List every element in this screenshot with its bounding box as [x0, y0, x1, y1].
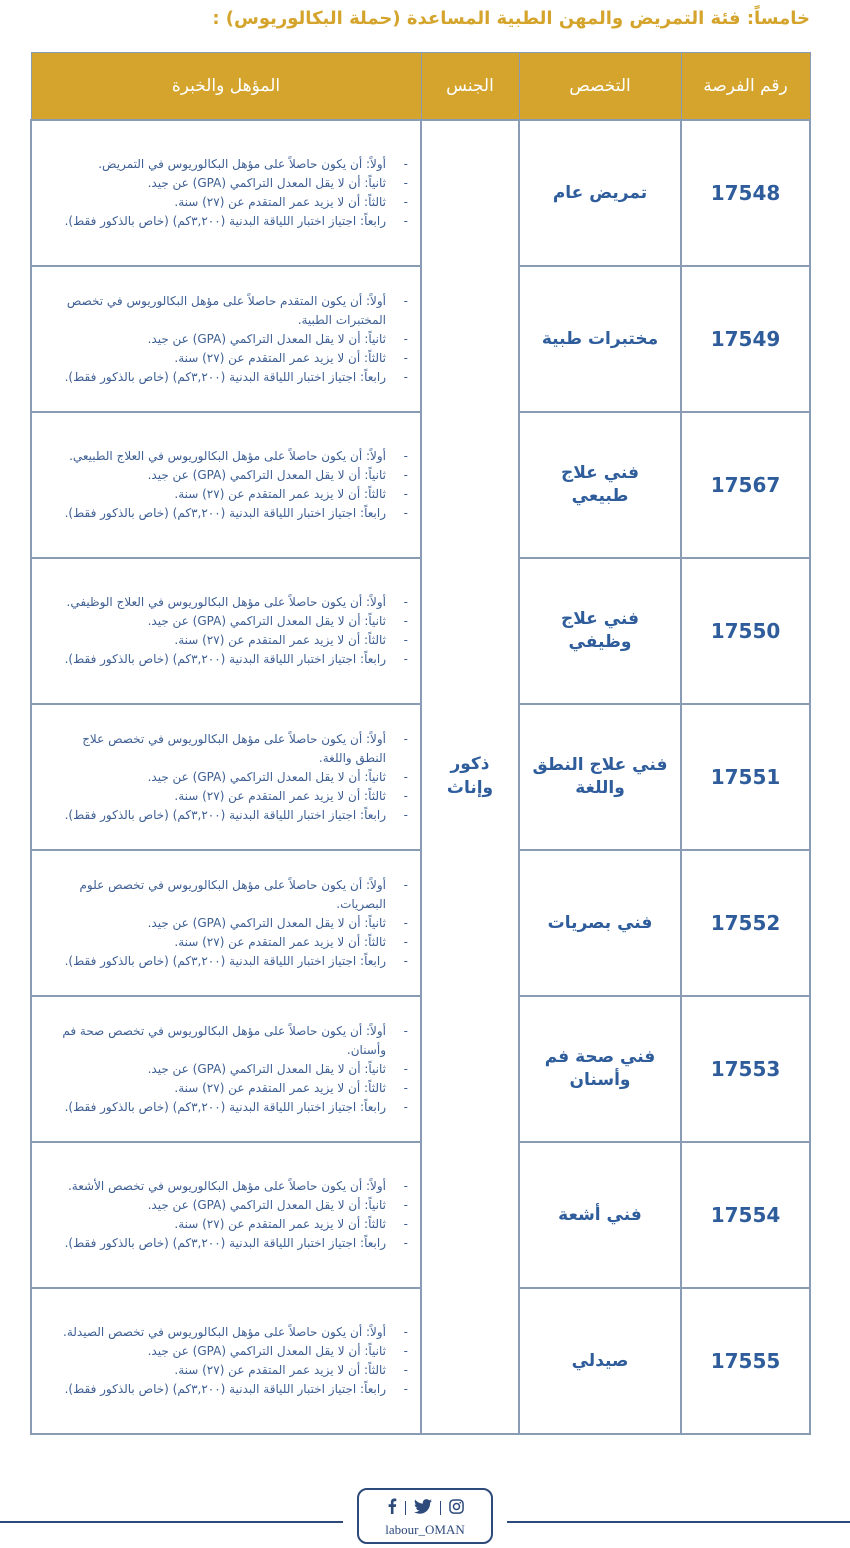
- qualification-cell: [31, 412, 421, 558]
- specialty-cell: [519, 266, 681, 412]
- table-row: [31, 120, 810, 266]
- opportunity-number: 17555: [681, 1288, 810, 1434]
- social-handle[interactable]: labour_OMAN: [385, 1522, 465, 1537]
- qualification-cell: [31, 1142, 421, 1288]
- specialty-cell: [519, 1142, 681, 1288]
- table-row: [31, 1142, 810, 1288]
- qualification-item: - أولاً: أن يكون حاصلاً على مؤهل البكالوريوس في تخصص صحة فم وأسنان.: [50, 1022, 386, 1060]
- specialty-line: فني بصريات: [547, 912, 653, 933]
- qualification-item: - ثانياً: أن لا يقل المعدل التراكمي (GPA) عن جيد.: [50, 1196, 386, 1215]
- specialty-line: طبيعي: [571, 486, 629, 506]
- qualification-list: [50, 1323, 408, 1399]
- opportunity-number: 17553: [681, 996, 810, 1142]
- opportunity-number: 17549: [681, 266, 810, 412]
- footer-divider-right: [507, 1521, 850, 1523]
- opportunity-number: 17567: [681, 412, 810, 558]
- header-qualification: المؤهل والخبرة: [31, 53, 421, 121]
- qualification-item: - أولاً: أن يكون حاصلاً على مؤهل البكالوريوس في العلاج الطبيعي.: [50, 447, 386, 466]
- qualification-item: - أولاً: أن يكون حاصلاً على مؤهل البكالوريوس في التمريض.: [50, 155, 386, 174]
- twitter-icon[interactable]: [414, 1499, 432, 1518]
- table-row: [31, 558, 810, 704]
- specialty-cell: [519, 1288, 681, 1434]
- icon-separator: [440, 1501, 441, 1515]
- qualification-item: - ثالثاً: أن لا يزيد عمر المتقدم عن (٢٧) سنة.: [50, 485, 386, 504]
- qualification-item: - ثانياً: أن لا يقل المعدل التراكمي (GPA) عن جيد.: [50, 174, 386, 193]
- specialty-line: فني علاج: [561, 609, 639, 630]
- qualification-cell: [31, 704, 421, 850]
- qualification-item: - رابعاً: اجتياز اختبار اللياقة البدنية (٣,٢٠٠كم) (خاص بالذكور فقط).: [50, 368, 386, 387]
- gender-cell: [421, 120, 519, 1434]
- page-title: خامساً: فئة التمريض والمهن الطبية المساعدة (حملة البكالوريوس) :: [212, 8, 810, 29]
- qualification-item: - أولاً: أن يكون حاصلاً على مؤهل البكالوريوس في تخصص الصيدلة.: [50, 1323, 386, 1342]
- table-header-row: [31, 53, 810, 121]
- qualification-item: - ثانياً: أن لا يقل المعدل التراكمي (GPA) عن جيد.: [50, 466, 386, 485]
- opportunity-number: 17554: [681, 1142, 810, 1288]
- qualification-cell: [31, 266, 421, 412]
- header-gender: الجنس: [421, 53, 519, 121]
- qualification-item: - رابعاً: اجتياز اختبار اللياقة البدنية (٣,٢٠٠كم) (خاص بالذكور فقط).: [50, 1098, 386, 1117]
- specialty-line: فني صحة فم: [544, 1047, 656, 1068]
- qualification-cell: [31, 996, 421, 1142]
- qualification-item: - رابعاً: اجتياز اختبار اللياقة البدنية (٣,٢٠٠كم) (خاص بالذكور فقط).: [50, 212, 386, 231]
- qualification-item: - أولاً: أن يكون حاصلاً على مؤهل البكالوريوس في العلاج الوظيفي.: [50, 593, 386, 612]
- specialty-line: فني أشعة: [558, 1204, 642, 1225]
- qualification-item: - ثالثاً: أن لا يزيد عمر المتقدم عن (٢٧) سنة.: [50, 631, 386, 650]
- specialty-cell: [519, 704, 681, 850]
- gender-label: ذكور: [450, 754, 490, 775]
- opportunities-table: [30, 52, 811, 1435]
- qualification-list: [50, 1022, 408, 1117]
- table-row: [31, 704, 810, 850]
- qualification-item: - رابعاً: اجتياز اختبار اللياقة البدنية (٣,٢٠٠كم) (خاص بالذكور فقط).: [50, 806, 386, 825]
- opportunity-number: 17551: [681, 704, 810, 850]
- qualification-item: - أولاً: أن يكون المتقدم حاصلاً على مؤهل البكالوريوس في تخصص المختبرات الطبية.: [50, 292, 386, 330]
- opportunity-number: 17550: [681, 558, 810, 704]
- instagram-icon[interactable]: [449, 1499, 464, 1518]
- qualification-item: - أولاً: أن يكون حاصلاً على مؤهل البكالوريوس في تخصص علوم البصريات.: [50, 876, 386, 914]
- table-body: [31, 120, 810, 1434]
- qualification-item: - ثانياً: أن لا يقل المعدل التراكمي (GPA) عن جيد.: [50, 1342, 386, 1361]
- social-media-box: [357, 1488, 493, 1544]
- specialty-cell: [519, 558, 681, 704]
- specialty-line: واللغة: [575, 778, 625, 798]
- specialty-cell: [519, 412, 681, 558]
- table-row: [31, 1288, 810, 1434]
- qualification-item: - ثالثاً: أن لا يزيد عمر المتقدم عن (٢٧) سنة.: [50, 349, 386, 368]
- qualification-item: - ثانياً: أن لا يقل المعدل التراكمي (GPA) عن جيد.: [50, 914, 386, 933]
- table-row: [31, 850, 810, 996]
- qualification-item: - رابعاً: اجتياز اختبار اللياقة البدنية (٣,٢٠٠كم) (خاص بالذكور فقط).: [50, 1380, 386, 1399]
- specialty-cell: [519, 996, 681, 1142]
- qualification-list: [50, 593, 408, 669]
- qualification-item: - ثالثاً: أن لا يزيد عمر المتقدم عن (٢٧) سنة.: [50, 193, 386, 212]
- qualification-cell: [31, 558, 421, 704]
- qualification-item: - رابعاً: اجتياز اختبار اللياقة البدنية (٣,٢٠٠كم) (خاص بالذكور فقط).: [50, 504, 386, 523]
- qualification-cell: [31, 850, 421, 996]
- table-row: [31, 266, 810, 412]
- gender-label: وإناث: [446, 778, 494, 798]
- qualification-item: - ثانياً: أن لا يقل المعدل التراكمي (GPA) عن جيد.: [50, 612, 386, 631]
- header-specialty: التخصص: [519, 53, 681, 121]
- specialty-line: مختبرات طبية: [541, 328, 659, 349]
- qualification-list: [50, 447, 408, 523]
- specialty-cell: [519, 120, 681, 266]
- facebook-icon[interactable]: [387, 1498, 397, 1518]
- qualification-item: - ثانياً: أن لا يقل المعدل التراكمي (GPA) عن جيد.: [50, 1060, 386, 1079]
- qualification-item: - أولاً: أن يكون حاصلاً على مؤهل البكالوريوس في تخصص علاج النطق واللغة.: [50, 730, 386, 768]
- qualification-item: - ثالثاً: أن لا يزيد عمر المتقدم عن (٢٧) سنة.: [50, 933, 386, 952]
- qualification-cell: [31, 1288, 421, 1434]
- qualification-item: - ثالثاً: أن لا يزيد عمر المتقدم عن (٢٧) سنة.: [50, 1215, 386, 1234]
- specialty-line: فني علاج: [561, 463, 639, 484]
- qualification-list: [50, 1177, 408, 1253]
- qualification-cell: [31, 120, 421, 266]
- table-row: [31, 996, 810, 1142]
- opportunity-number: 17552: [681, 850, 810, 996]
- qualification-item: - ثانياً: أن لا يقل المعدل التراكمي (GPA) عن جيد.: [50, 330, 386, 349]
- qualification-item: - أولاً: أن يكون حاصلاً على مؤهل البكالوريوس في تخصص الأشعة.: [50, 1177, 386, 1196]
- header-opportunity-number: رقم الفرصة: [681, 53, 810, 121]
- specialty-line: تمريض عام: [552, 182, 648, 203]
- specialty-line: وظيفي: [568, 632, 632, 652]
- qualification-item: - ثالثاً: أن لا يزيد عمر المتقدم عن (٢٧) سنة.: [50, 1361, 386, 1380]
- icon-separator: [405, 1501, 406, 1515]
- specialty-line: فني علاج النطق: [532, 755, 668, 776]
- specialty-cell: [519, 850, 681, 996]
- qualification-item: - ثانياً: أن لا يقل المعدل التراكمي (GPA) عن جيد.: [50, 768, 386, 787]
- qualification-item: - رابعاً: اجتياز اختبار اللياقة البدنية (٣,٢٠٠كم) (خاص بالذكور فقط).: [50, 1234, 386, 1253]
- qualification-item: - ثالثاً: أن لا يزيد عمر المتقدم عن (٢٧) سنة.: [50, 1079, 386, 1098]
- qualification-list: [50, 730, 408, 825]
- qualification-item: - ثالثاً: أن لا يزيد عمر المتقدم عن (٢٧) سنة.: [50, 787, 386, 806]
- qualification-list: [50, 876, 408, 971]
- qualification-item: - رابعاً: اجتياز اختبار اللياقة البدنية (٣,٢٠٠كم) (خاص بالذكور فقط).: [50, 952, 386, 971]
- opportunity-number: 17548: [681, 120, 810, 266]
- qualification-list: [50, 155, 408, 231]
- specialty-line: وأسنان: [569, 1070, 631, 1090]
- qualification-item: - رابعاً: اجتياز اختبار اللياقة البدنية (٣,٢٠٠كم) (خاص بالذكور فقط).: [50, 650, 386, 669]
- footer-divider-left: [0, 1521, 343, 1523]
- table-row: [31, 412, 810, 558]
- specialty-line: صيدلي: [571, 1350, 629, 1371]
- qualification-list: [50, 292, 408, 387]
